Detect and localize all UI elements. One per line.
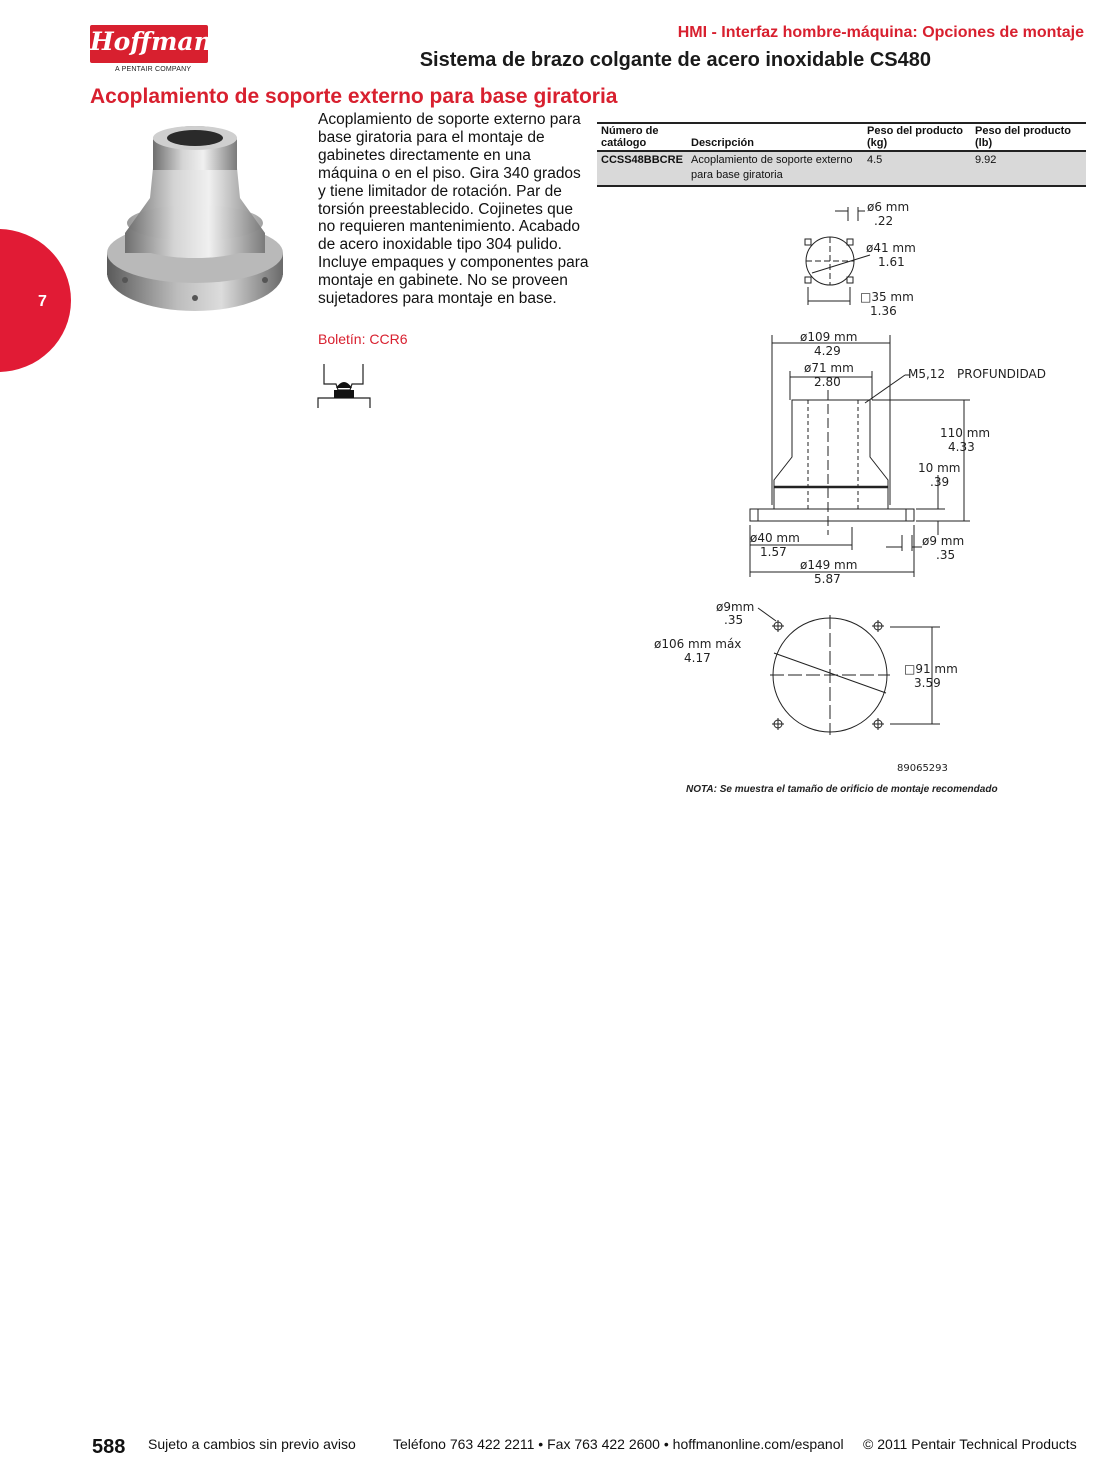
dim-d9b-mm: ø9 mm — [922, 534, 965, 548]
bulletin-link[interactable]: Boletín: CCR6 — [318, 331, 408, 347]
cell-weight-lb: 9.92 — [971, 151, 1086, 186]
section-tab — [0, 229, 71, 372]
dim-h110-in: 4.33 — [948, 440, 975, 454]
spec-table — [597, 122, 1086, 187]
dim-m5-depth: PROFUNDIDAD — [957, 367, 1046, 381]
dim-d106-mm: ø106 mm máx — [654, 637, 742, 651]
technical-drawing — [640, 195, 1060, 780]
dim-d106-in: 4.17 — [684, 651, 711, 665]
dim-h10-mm: 10 mm — [918, 461, 961, 475]
dim-d6-mm: ø6 mm — [867, 200, 910, 214]
footer-notice: Sujeto a cambios sin previo aviso — [148, 1436, 356, 1452]
cell-description: Acoplamiento de soporte externo para base giratoria — [687, 151, 863, 186]
table-row — [597, 151, 1086, 186]
dim-d9-mm: ø9mm — [716, 600, 755, 614]
dim-d41-mm: ø41 mm — [866, 241, 916, 255]
dim-sq91-mm: □91 mm — [904, 662, 958, 676]
col-header-description: Descripción — [687, 123, 863, 151]
cell-weight-kg: 4.5 — [863, 151, 971, 186]
dim-d9b-in: .35 — [936, 548, 956, 562]
header-category: HMI - Interfaz hombre-máquina: Opciones de montaje — [677, 24, 1084, 41]
product-photo — [100, 118, 295, 328]
dim-d109-mm: ø109 mm — [800, 330, 858, 344]
table-header-row — [597, 123, 1086, 151]
dim-sq35-mm: □35 mm — [860, 290, 914, 304]
dim-d6-in: .22 — [874, 214, 894, 228]
col-header-catalog: Número de catálogo — [597, 123, 687, 151]
dim-d109-in: 4.29 — [814, 344, 841, 358]
hoffman-logo — [90, 25, 212, 63]
logo-text: Hoffman — [90, 27, 212, 56]
dim-d9-in: .35 — [724, 613, 744, 627]
cell-catalog: CCSS48BBCRE — [597, 151, 687, 186]
dim-d40-in: 1.57 — [760, 545, 787, 559]
mounting-icon — [316, 362, 372, 412]
drawing-note: NOTA: Se muestra el tamaño de orificio de montaje recomendado — [686, 784, 998, 795]
product-description: Acoplamiento de soporte externo para base giratoria para el montaje de gabinetes directamente en una máquina o en el piso. Gira 340 grados y tiene limitador de rotación. Par de torsión preestablecido. Cojinetes que no requieren mantenimiento. Acabado de acero inoxidable tipo 304 pulido. Incluye empaques y componentes para montaje en gabinete. No se proveen sujetadores para montaje en base. — [318, 111, 589, 308]
dim-h110-mm: 110 mm — [940, 426, 991, 440]
dim-d40-mm: ø40 mm — [750, 531, 800, 545]
section-title: Acoplamiento de soporte externo para base giratoria — [90, 85, 618, 108]
dim-d71-mm: ø71 mm — [804, 361, 854, 375]
logo-subtitle: A PENTAIR COMPANY — [115, 66, 192, 73]
footer-copyright: © 2011 Pentair Technical Products — [863, 1436, 1077, 1452]
page-title: Sistema de brazo colgante de acero inoxidable CS480 — [419, 49, 931, 71]
dim-h10-in: .39 — [930, 475, 950, 489]
dim-d41-in: 1.61 — [878, 255, 905, 269]
dim-sq35-in: 1.36 — [870, 304, 897, 318]
section-tab-number: 7 — [38, 293, 47, 310]
col-header-weight-lb: Peso del producto (lb) — [971, 123, 1086, 151]
footer-contact: Teléfono 763 422 2211 • Fax 763 422 2600 • hoffmanonline.com/espanol — [393, 1436, 844, 1452]
drawing-id: 89065293 — [897, 763, 948, 774]
dim-sq91-in: 3.59 — [914, 676, 941, 690]
col-header-weight-kg: Peso del producto (kg) — [863, 123, 971, 151]
dim-d71-in: 2.80 — [814, 375, 841, 389]
dim-d149-in: 5.87 — [814, 572, 841, 586]
dim-d149-mm: ø149 mm — [800, 558, 858, 572]
dim-m5: M5,12 — [908, 367, 946, 381]
page-number: 588 — [92, 1436, 126, 1458]
